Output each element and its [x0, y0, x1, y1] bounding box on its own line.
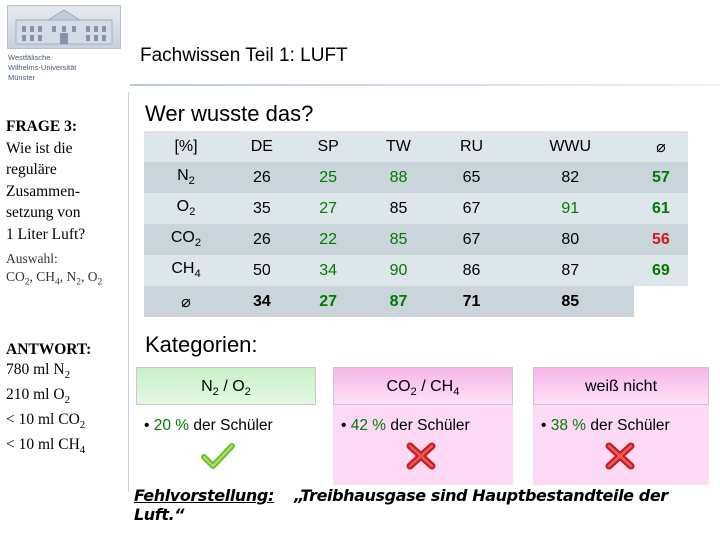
table-row [144, 162, 688, 193]
question-line: Wie ist die [6, 139, 73, 157]
university-logo [4, 3, 122, 87]
table-cell: 88 [361, 162, 437, 193]
table-header-cell: DE [228, 131, 296, 162]
category-co2-ch4-header: $CO_2 / CH_4$ [333, 367, 513, 405]
table-cell: 34 [228, 286, 296, 317]
logo-line: Westfälische [8, 53, 51, 62]
question-heading: FRAGE 3: [6, 118, 78, 135]
logo-line: Münster [8, 73, 36, 82]
row-label: $O_2$ [144, 193, 228, 224]
question-line: setzung von [6, 204, 81, 221]
table-cell: 67 [436, 193, 506, 224]
bullet: • [341, 417, 347, 434]
category-n2-o2-header: $N_2 / O_2$ [136, 367, 316, 405]
choices-box [6, 250, 128, 292]
question-line: reguläre [6, 161, 57, 178]
table-row [144, 193, 688, 224]
table-header-cell: SP [296, 131, 361, 162]
table-header-cell: [%] [144, 131, 228, 162]
table-cell: 67 [436, 224, 506, 255]
table-cell: 87 [507, 255, 634, 286]
row-label: $CO_2$ [144, 224, 228, 255]
answer-line: < 10 ml $CH_4$ [6, 436, 86, 457]
row-label: $CH_4$ [144, 255, 228, 286]
table-header-row [144, 131, 688, 162]
check-icon [201, 442, 235, 470]
table-header-cell: TW [361, 131, 437, 162]
category-text: der Schüler [590, 417, 670, 434]
category-percent: 38 % [550, 417, 587, 434]
category-percent: 42 % [350, 417, 387, 434]
table-cell: 27 [296, 193, 361, 224]
table-cell: 26 [228, 224, 296, 255]
question-line: 1 Liter Luft? [6, 225, 86, 243]
bullet: • [541, 417, 547, 434]
answer-line: 210 ml $O_2$ [6, 386, 70, 407]
table-cell: 86 [436, 255, 506, 286]
table-cell: 27 [296, 286, 361, 317]
category-percent: 20 % [153, 417, 190, 434]
table-cell-average: 57 [634, 162, 688, 193]
misconception-text: „Treibhausgase sind Hauptbestandteile der Luft.“ [134, 486, 668, 524]
header-divider [130, 84, 720, 86]
table-cell: 85 [361, 224, 437, 255]
answer-line: < 10 ml $CO_2$ [6, 411, 86, 432]
table-cell: 80 [507, 224, 634, 255]
table-cell-average: 56 [634, 224, 688, 255]
table-cell: 50 [228, 255, 296, 286]
table-cell: 82 [507, 162, 634, 193]
question-box [6, 116, 124, 245]
choices-text: $CO_2$, $CH_4$, $N_2$, $O_2$ [6, 269, 103, 288]
row-label: $N_2$ [144, 162, 228, 193]
x-icon [404, 442, 438, 470]
table-row [144, 224, 688, 255]
answer-box [6, 340, 126, 460]
table-cell: 71 [436, 286, 506, 317]
page-title: Fachwissen Teil 1: LUFT [140, 45, 348, 66]
question-line: Zusammen- [6, 182, 81, 200]
bullet: • [144, 417, 150, 434]
table-row [144, 255, 688, 286]
table-header-cell: ⌀ [634, 131, 688, 162]
table-header-cell: WWU [507, 131, 634, 162]
table-cell: 65 [436, 162, 506, 193]
building-image [7, 5, 121, 49]
misconception-label: Fehlvorstellung: [134, 486, 274, 505]
choices-label: Auswahl: [6, 251, 58, 266]
table-cell-empty [634, 286, 688, 317]
sidebar-divider [128, 92, 129, 492]
table-cell-average: 61 [634, 193, 688, 224]
table-cell-average: 69 [634, 255, 688, 286]
table-cell: 90 [361, 255, 437, 286]
results-table [144, 131, 688, 317]
table-cell: 91 [507, 193, 634, 224]
table-cell: 35 [228, 193, 296, 224]
answer-line: 780 ml $N_2$ [6, 361, 70, 382]
category-text: der Schüler [193, 417, 273, 434]
row-label: ⌀ [144, 286, 228, 317]
table-cell: 87 [361, 286, 437, 317]
x-icon [603, 442, 637, 470]
table-row-average [144, 286, 688, 317]
table-cell: 34 [296, 255, 361, 286]
table-header-cell: RU [436, 131, 506, 162]
category-text: der Schüler [390, 417, 470, 434]
table-cell: 22 [296, 224, 361, 255]
table-cell: 85 [507, 286, 634, 317]
category-unknown-header: weiß nicht [533, 367, 709, 405]
university-name [8, 53, 76, 83]
table-cell: 26 [228, 162, 296, 193]
answer-heading: ANTWORT: [6, 341, 92, 358]
table-cell: 25 [296, 162, 361, 193]
logo-line: Wilhelms-Universität [8, 63, 77, 72]
categories-title: Kategorien: [145, 332, 258, 357]
table-cell: 85 [361, 193, 437, 224]
misconception-line [134, 486, 720, 524]
section-question: Wer wusste das? [145, 101, 314, 126]
